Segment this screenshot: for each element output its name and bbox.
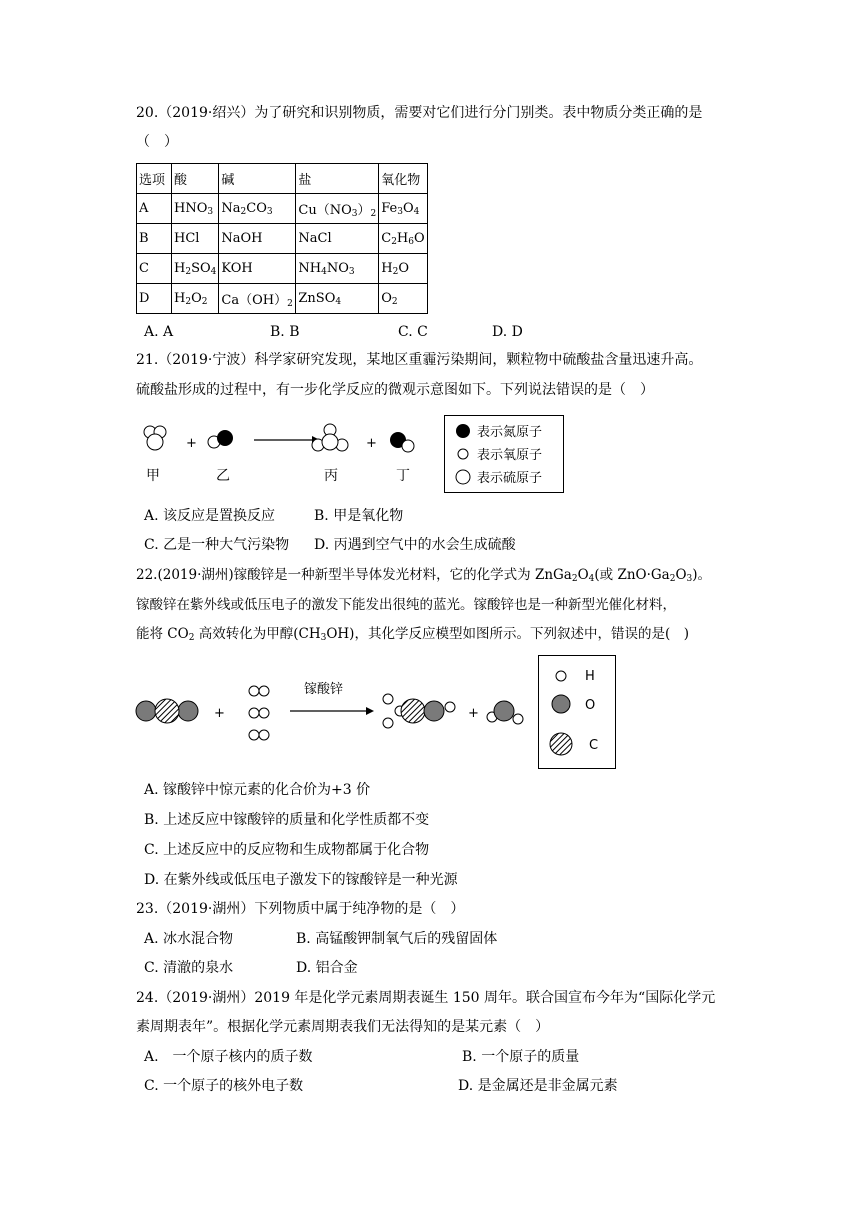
q24-stem-line2: 素周期表年”。根据化学元素周期表我们无法得知的是某元素（ ）	[136, 1019, 550, 1035]
carbon-atom-icon	[550, 733, 572, 755]
header-cell: 碱	[219, 164, 296, 194]
q24-option-c[interactable]: C. 一个原子的核外电子数	[144, 1078, 304, 1094]
q21-option-d[interactable]: D. 丙遇到空气中的水会生成硫酸	[314, 537, 516, 553]
q24-option-b[interactable]: B. 一个原子的质量	[462, 1049, 580, 1065]
q22-option-c[interactable]: C. 上述反应中的反应物和生成物都属于化合物	[144, 842, 430, 858]
table-row	[137, 224, 428, 254]
legend-carbon: C	[589, 738, 599, 753]
q22-option-d[interactable]: D. 在紫外线或低压电子激发下的镓酸锌是一种光源	[144, 872, 458, 888]
q22-legend	[538, 655, 616, 769]
molecule-jia	[144, 426, 166, 450]
q20-option-a[interactable]: A. A	[144, 324, 174, 340]
label-yi: 乙	[216, 468, 230, 484]
q20-stem-line1: 20.（2019·绍兴）为了研究和识别物质，需要对它们进行分门别类。表中物质分类正确的是	[136, 105, 703, 121]
header-cell: 盐	[296, 164, 379, 194]
plus-sign: +	[186, 436, 197, 451]
oxygen-atom-icon	[552, 695, 570, 713]
q20-stem-line2: （ ）	[136, 134, 178, 150]
molecule-h2-group	[249, 686, 269, 740]
cell-acid: $H_2SO_4$	[172, 254, 219, 284]
q22-stem-line3: 能将 $CO_2$ 高效转化为甲醇$(CH_3OH)$，其化学反应模型如图所示。下列叙述中，错误的是( )	[136, 626, 689, 643]
label-bing: 丙	[324, 468, 338, 484]
q23-option-b[interactable]: B. 高锰酸钾制氧气后的残留固体	[296, 931, 498, 947]
q22-option-a[interactable]: A. 镓酸锌中惊元素的化合价为+3 价	[144, 782, 371, 798]
cell-base: $Ca(OH)_2$	[219, 284, 296, 314]
q21-option-a[interactable]: A. 该反应是置换反应	[144, 508, 276, 524]
q23-option-c[interactable]: C. 清澈的泉水	[144, 960, 234, 976]
molecule-water	[487, 701, 523, 724]
q21-legend	[444, 415, 564, 493]
cell-salt: $NH_4NO_3$	[296, 254, 379, 284]
q23-stem: 23.（2019·湖州）下列物质中属于纯净物的是（ ）	[136, 901, 465, 917]
q22-option-b[interactable]: B. 上述反应中镓酸锌的质量和化学性质都不变	[144, 812, 430, 828]
q21-option-c[interactable]: C. 乙是一种大气污染物	[144, 537, 290, 553]
plus-sign: +	[214, 706, 225, 721]
cell-option: D	[137, 284, 172, 314]
header-cell: 选项	[137, 164, 172, 194]
cell-salt: NaCl	[296, 224, 379, 254]
header-cell: 氧化物	[379, 164, 427, 194]
molecule-co2	[136, 699, 198, 723]
cell-option: C	[137, 254, 172, 284]
legend-oxygen: O	[585, 698, 596, 713]
plus-sign: +	[468, 706, 479, 721]
table-row	[137, 284, 428, 314]
q21-option-b[interactable]: B. 甲是氧化物	[314, 508, 404, 524]
q22-stem-line2: 镓酸锌在紫外线或低压电子的激发下能发出很纯的蓝光。镓酸锌也是一种新型光催化材料，	[136, 597, 676, 613]
molecule-yi	[208, 430, 233, 448]
q23-option-a[interactable]: A. 冰水混合物	[144, 931, 234, 947]
sulfur-atom-icon	[456, 470, 470, 484]
cell-acid: $H_2O_2$	[172, 284, 219, 314]
q20-classification-table	[136, 163, 428, 314]
q24-stem-line1: 24.（2019·湖州）2019 年是化学元素周期表诞生 150 周年。联合国宣布今年为“国际化学元	[136, 990, 716, 1006]
q22-stem-line1: 22.(2019·湖州)镓酸锌是一种新型半导体发光材料，它的化学式为 $ZnGa_2O_4$(或 $ZnO\cdot Ga_2O_3$)。	[136, 567, 712, 584]
cell-acid: HCl	[172, 224, 219, 254]
nitrogen-atom-icon	[456, 424, 470, 438]
cell-base: $Na_2CO_3$	[219, 194, 296, 224]
q21-stem-line1: 21.（2019·宁波）科学家研究发现，某地区重霾污染期间，颗粒物中硫酸盐含量迅速升高。	[136, 352, 703, 368]
cell-base: NaOH	[219, 224, 296, 254]
reaction-arrow	[254, 436, 320, 444]
cell-base: KOH	[219, 254, 296, 284]
q21-stem-line2: 硫酸盐形成的过程中，有一步化学反应的微观示意图如下。下列说法错误的是（ ）	[136, 382, 654, 398]
q20-option-d[interactable]: D. D	[492, 324, 523, 340]
legend-hydrogen: H	[585, 669, 595, 684]
legend-oxygen: 表示氧原子	[477, 448, 543, 463]
molecule-methanol	[383, 694, 455, 728]
q20-option-c[interactable]: C. C	[398, 324, 428, 340]
molecule-ding	[390, 432, 414, 452]
q21-reaction-diagram	[130, 410, 430, 490]
cell-oxide: $C_2H_6O$	[379, 224, 427, 254]
hydrogen-atom-icon	[556, 671, 566, 681]
cell-oxide: $H_2O$	[379, 254, 427, 284]
label-jia: 甲	[146, 468, 160, 484]
table-row	[137, 254, 428, 284]
cell-option: A	[137, 194, 172, 224]
q24-option-d[interactable]: D. 是金属还是非金属元素	[458, 1078, 618, 1094]
cell-oxide: $Fe_3O_4$	[379, 194, 427, 224]
cell-acid: $HNO_3$	[172, 194, 219, 224]
legend-nitrogen: 表示氮原子	[477, 425, 543, 440]
q20-option-b[interactable]: B. B	[270, 324, 300, 340]
cell-salt: ZnSO$_4$	[296, 284, 379, 314]
q23-option-d[interactable]: D. 铝合金	[296, 960, 358, 976]
label-ding: 丁	[396, 468, 410, 484]
legend-sulfur: 表示硫原子	[477, 471, 543, 486]
cell-oxide: $O_2$	[379, 284, 427, 314]
cell-salt: $Cu(NO_3)_2$	[296, 194, 379, 224]
header-cell: 酸	[172, 164, 219, 194]
catalyst-label: 镓酸锌	[304, 682, 344, 697]
table-header-row	[137, 164, 428, 194]
reaction-arrow	[290, 707, 374, 715]
cell-option: B	[137, 224, 172, 254]
molecule-bing	[312, 424, 348, 451]
q22-reaction-diagram	[130, 655, 530, 755]
q24-option-a[interactable]: A. 一个原子核内的质子数	[144, 1049, 313, 1065]
plus-sign: +	[366, 436, 377, 451]
oxygen-atom-icon	[458, 449, 468, 459]
table-row	[137, 194, 428, 224]
